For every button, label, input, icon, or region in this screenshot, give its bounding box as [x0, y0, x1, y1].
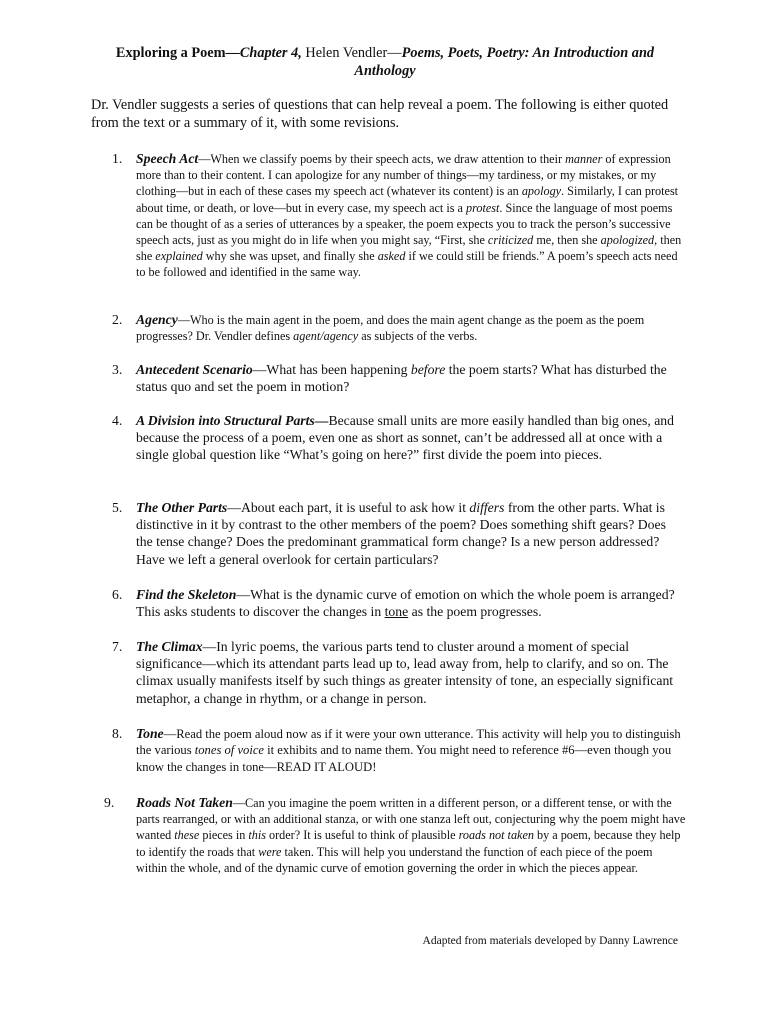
item-text: of expression more than to their content. I can apologize for any number of things—my tardiness, or my mistakes, or my clothing—but in each of these cases my speech act (whatever its content) is an [136, 152, 671, 199]
item-emphasis: manner [565, 152, 603, 166]
item-text: order? It is useful to think of plausible [265, 828, 459, 843]
item-title: Speech Act [136, 151, 199, 166]
item-title: Roads Not Taken [136, 795, 233, 810]
item-emphasis: differs [469, 500, 505, 515]
list-item-roads-not-taken [104, 794, 686, 876]
item-text: —What is the dynamic curve of emotion on which the whole poem is arranged? This asks students to discover the changes in [136, 587, 675, 620]
item-emphasis: this [248, 828, 266, 843]
item-text: as subjects of the verbs. [358, 329, 478, 344]
title-author: Helen Vendler— [301, 45, 402, 61]
item-title: Agency [136, 312, 178, 327]
item-title: Tone [136, 726, 164, 741]
list-item-speech-act [112, 150, 686, 281]
item-text: Because small units are more easily handled than big ones, and because the process of a poem, even one as short as sonnet, can’t be addressed all at once with a single global question like “What’s going on here?” first divide the poem into pieces. [136, 413, 674, 463]
item-emphasis: asked [377, 249, 406, 264]
item-number: 1. [112, 151, 123, 166]
item-text: it exhibits and to name them. You might need to reference #6—even though you know the changes in tone—READ IT ALOUD! [136, 743, 672, 774]
item-text: me, then she [533, 233, 601, 248]
list-item-agency [112, 311, 686, 344]
item-text: —What has been happening [252, 362, 411, 377]
item-emphasis: apologized [600, 233, 655, 248]
item-text: —Can you imagine the poem written in a different person, or a different tense, or with the parts rearranged, or with an additional stanza, or with one stanza left out, conjecturing why the poem might have wanted [136, 796, 686, 843]
item-emphasis: roads not taken [458, 828, 534, 843]
title-book: Poems, Poets, Poetry: An Introduction and [401, 45, 655, 61]
footer-credit: Adapted from materials developed by Danny Lawrence [422, 935, 678, 947]
item-text: —Read the poem aloud now as if it were your own utterance. This activity will help you to distinguish the various [136, 727, 681, 758]
item-text: —About each part, it is useful to ask how it [227, 500, 470, 515]
item-number: 8. [112, 726, 123, 741]
list-item-antecedent-scenario [112, 361, 686, 395]
item-title: Find the Skeleton [136, 587, 237, 602]
title-part: Exploring a Poem— [115, 45, 240, 61]
item-emphasis: protest [465, 200, 500, 215]
item-text: if we could still be friends.” A poem’s speech acts need to be followed and identified in the same way. [136, 249, 678, 280]
item-title: Antecedent Scenario [136, 362, 253, 377]
item-number: 6. [112, 587, 123, 602]
item-text: , then she [136, 233, 682, 264]
item-emphasis: apology [521, 184, 562, 199]
item-number: 3. [112, 362, 123, 377]
item-text: . Similarly, I can protest about time, or death, or love—but in every case, my speech act is a [136, 184, 679, 215]
title-chapter: Chapter 4, [239, 45, 302, 61]
list-item-find-skeleton [112, 586, 686, 620]
item-text: pieces in [199, 828, 249, 843]
item-emphasis: were [258, 844, 282, 859]
item-number: 7. [112, 639, 123, 654]
item-text: the poem starts? What has disturbed the status quo and set the poem in motion? [136, 362, 667, 395]
item-emphasis: criticized [487, 233, 534, 248]
page-title [85, 44, 685, 80]
item-number: 5. [112, 500, 123, 515]
item-underline: tone [384, 604, 409, 620]
item-emphasis: these [174, 828, 200, 843]
intro-paragraph: Dr. Vendler suggests a series of questions that can help reveal a poem. The following is either quoted from the text or a summary of it, with some revisions. [91, 97, 669, 131]
item-text: —When we classify poems by their speech acts, we draw attention to their [198, 152, 566, 166]
item-number: 2. [112, 312, 123, 327]
item-emphasis: agent/agency [293, 329, 359, 344]
item-emphasis: before [410, 362, 446, 377]
item-title: A Division into Structural Parts— [136, 413, 329, 428]
item-number: 9. [104, 795, 115, 810]
list-item-other-parts [112, 499, 686, 568]
item-title: The Climax [136, 639, 203, 654]
item-title: The Other Parts [136, 500, 228, 515]
item-text: as the poem progresses. [408, 604, 542, 620]
item-text: —Who is the main agent in the poem, and does the main agent change as the poem as the poem progresses? Dr. Vendler defines [136, 313, 645, 344]
item-emphasis: explained [155, 249, 203, 264]
item-number: 4. [112, 413, 123, 428]
item-emphasis: tones of voice [194, 743, 265, 758]
item-text: taken. This will help you understand the function of each piece of the poem within the whole, and of the dynamic curve of emotion governing the order in which the pieces appear. [136, 844, 653, 875]
list-item-climax [112, 638, 686, 707]
item-text: why she was upset, and finally she [202, 249, 378, 264]
list-item-structural-parts [112, 412, 686, 464]
list-item-tone [112, 725, 686, 775]
item-text: . Since the language of most poems can be thought of as a series of utterances by a speaker, the poem expects you to track the person’s successive speech acts, just as you might do in life when you might say, “First, she [136, 200, 673, 248]
title-book-cont: Anthology [354, 63, 416, 79]
item-text: —In lyric poems, the various parts tend to cluster around a moment of special significance—which its attendant parts lead up to, lead away from, help to clarify, and so on. The climax usually manifests itself by such things as greater intensity of tone, an especially significant metaphor, a change in rhythm, or a change in person. [136, 639, 674, 706]
item-text: by a poem, because they help to identify the roads that [136, 828, 681, 859]
item-text: from the other parts. What is distinctive in it by contrast to the other members of the poem? Does something shift gears? Does the tense change? Does the predominant grammatical form change? Is a new person addressed? Have we left a general overlook for certain particulars? [136, 500, 666, 567]
